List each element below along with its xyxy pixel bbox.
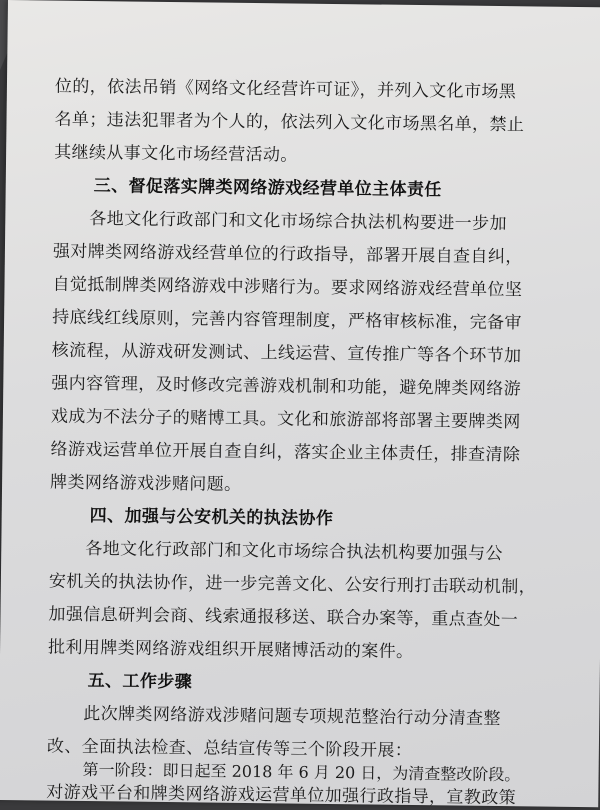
- text-line: 强对牌类网络游戏经营单位的行政指导，部署开展自查自纠，: [52, 241, 523, 268]
- text-line: 安机关的执法协作，进一步完善文化、公安行刑打击联动机制，: [48, 571, 537, 598]
- text-line: 加强信息研判会商、线索通报移送、联合办案等，重点查处一: [48, 604, 519, 631]
- section-heading: 三、督促落实牌类网络游戏经营单位主体责任: [93, 176, 442, 201]
- text-line: 牌类网络游戏涉赌问题。: [49, 472, 242, 495]
- text-line: 批利用牌类网络游戏组织开展赌博活动的案件。: [47, 637, 414, 663]
- section-heading: 四、加强与公安机关的执法协作: [89, 506, 334, 530]
- text-line: 持底线红线原则，完善内容管理制度，严格审核标准，完备审: [52, 307, 523, 334]
- text-line: 核流程，从游戏研发测试、上线运营、宣传推广等各个环节加: [51, 340, 522, 367]
- text-line: 名单；违法犯罪者为个人的，依法列入文化市场黑名单，禁止: [54, 109, 525, 136]
- text-line: 强内容管理，及时修改完善游戏机制和功能，避免牌类网络游: [51, 373, 522, 400]
- text-line: 戏成为不法分子的赌博工具。文化和旅游部将部署主要牌类网: [50, 406, 521, 433]
- text-line: 其继续从事文化市场经营活动。: [54, 142, 298, 166]
- text-line: 改、全面执法检查、总结宣传等三个阶段开展：: [46, 736, 413, 761]
- text-line: 各地文化行政部门和文化市场综合执法机构要进一步加: [89, 209, 508, 235]
- text-line: 此次牌类网络游戏涉赌问题专项规范整治行动分清查整: [83, 703, 501, 730]
- text-line: 第一阶段：即日起至 2018 年 6 月 20 日，为清查整改阶段。: [82, 759, 521, 785]
- text-line: 位的，依法吊销《网络文化经营许可证》，并列入文化市场黑: [54, 76, 517, 103]
- text-line: 络游戏运营单位开展自查自纠，落实企业主体责任，排查清除: [50, 439, 521, 466]
- text-line: 自觉抵制牌类网络游戏中涉赌行为。要求网络游戏经营单位坚: [52, 274, 523, 301]
- text-line: 对游戏平台和牌类网络游戏运营单位加强行政指导，宣教政策: [46, 782, 517, 809]
- section-heading: 五、工作步骤: [87, 671, 193, 693]
- text-line: 各地文化行政部门和文化市场综合执法机构要加强与公: [85, 538, 503, 565]
